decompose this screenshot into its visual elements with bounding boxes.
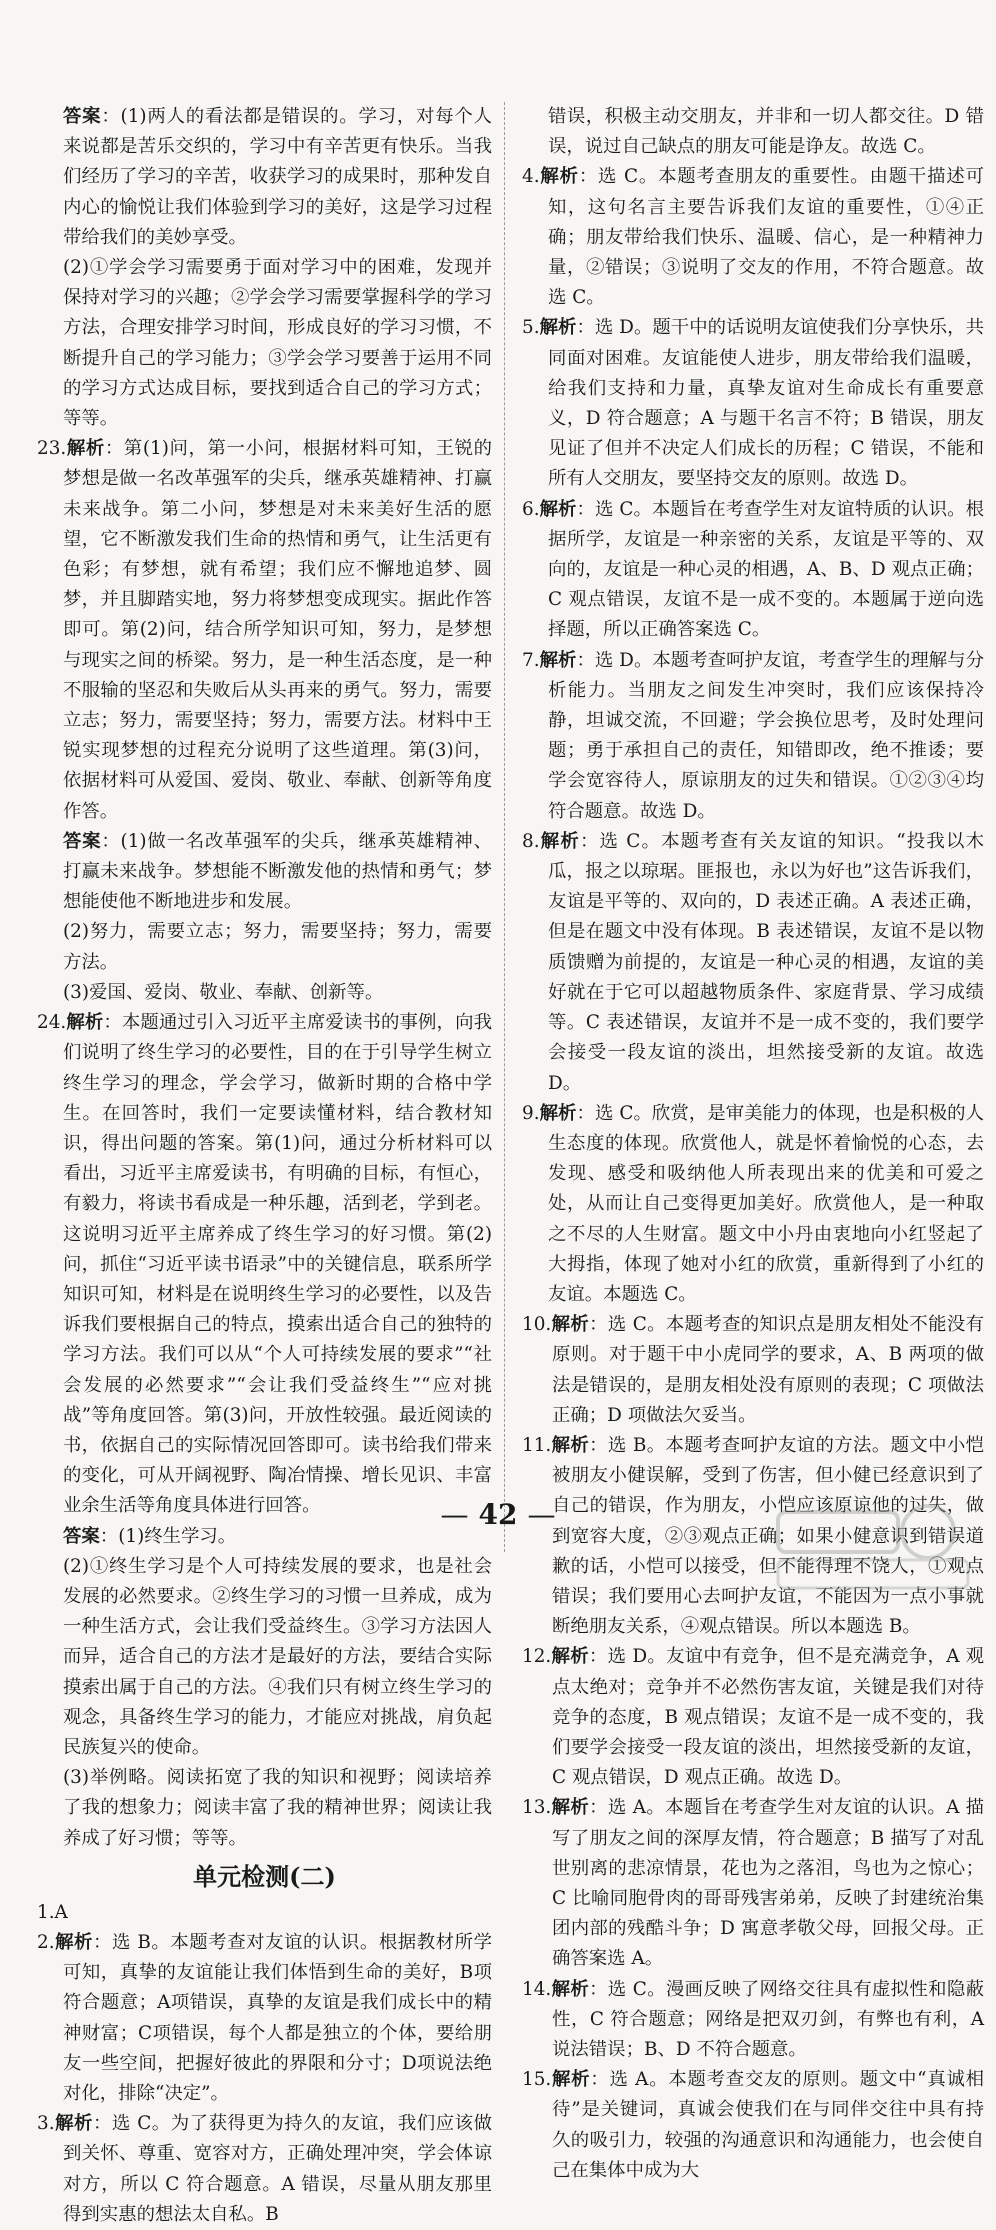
question-number: 8. [522,830,540,852]
analysis-text: 错误，积极主动交朋友，并非和一切人都交往。D 错误，说过自己缺点的朋友可能是诤友。故选 C。 [548,106,984,158]
analysis-label: 解析 [539,649,577,671]
answer-text: (2)努力，需要立志；努力，需要坚持；努力，需要方法。 [63,921,492,973]
page-number-value: 42 [478,1498,518,1531]
analysis-label: 解析 [551,1797,590,1819]
analysis-text: ：选 D。题干中的话说明友谊使我们分享快乐，共同面对困难。友谊能使人进步，朋友带给我们温暖，给我们支持和力量，真挚友谊对生命成长有重要意义，D 符合题意；A 与题干名言不符；B 错误，朋友见证了但并不决定人们成长的历程；C 错误，不能和所有人交朋友，要坚持交友的原则。故选 D。 [548,317,984,490]
analysis-label: 解析 [551,1646,589,1668]
q15 [522,2065,984,2186]
question-number: 3. [37,2113,55,2135]
q24-answer-2 [37,1552,492,1763]
right-column [522,102,984,2186]
q23-answer-1 [37,827,492,918]
question-number: 6. [522,498,540,520]
answer-text: A [54,1901,68,1923]
analysis-label: 解析 [54,1931,94,1953]
answer-text: (2)①终生学习是个人可持续发展的要求，也是社会发展的必然要求。②终生学习的习惯一旦养成，成为一种生活方式，会让我们受益终生。③学习方法因人而异，适合自己的方法才是最好的方法，要结合实际摸索出属于自己的方法。④我们只有树立终生学习的观念，具备终生学习的能力，才能应对挑战，肩负起民族复兴的使命。 [63,1555,492,1758]
left-column [37,102,492,2230]
question-number: 13. [522,1797,552,1819]
analysis-text: ：选 B。本题考查对友谊的认识。根据教材所学可知，真挚的友谊能让我们体悟到生命的美好，B项符合题意；A项错误，真挚的友谊是我们成长中的精神财富；C项错误，每个人都是独立的个体，要给朋友一些空间，把握好彼此的界限和分寸；D项说法绝对化，排除“决定”。 [63,1931,492,2104]
section-title: 单元检测(二) [193,1861,336,1891]
analysis-text: ：选 C。本题考查的知识点是朋友相处不能没有原则。对于题干中小虎同学的要求，A、B 两项的做法是错误的，是朋友相处没有原则的表现；C 项做法正确；D 项做法欠妥当。 [552,1314,984,1426]
analysis-label: 解析 [539,166,579,188]
answer-label: 答案 [63,830,102,852]
analysis-label: 解析 [66,438,105,460]
analysis-label: 解析 [551,1434,590,1456]
analysis-text: ：选 A。本题旨在考查学生对友谊的认识。A 描写了朋友之间的深厚友情，符合题意；B 描写了对乱世别离的悲凉情景，花也为之落泪，鸟也为之惊心；C 比喻同胞骨肉的哥哥残害弟弟，反映了封建统治集团内部的残酷斗争；D 寓意孝敬父母，回报父母。正确答案选 A。 [552,1797,984,1970]
question-number: 5. [522,317,540,339]
question-number: 14. [522,1978,552,2000]
q14 [522,1975,984,2066]
analysis-text: ：选 A。本题考查交友的原则。题文中“真诚相待”是关键词，真诚会使我们在与同伴交往中具有持久的吸引力，较强的沟通意识和沟通能力，也会使自己在集体中成为大 [552,2069,984,2181]
analysis-text: ：选 C。为了获得更为持久的友谊，我们应该做到关怀、尊重、宽容对方，正确处理冲突，学会体谅对方，所以 C 符合题意。A 错误，尽量从朋友那里得到实惠的想法太自私。B [63,2113,492,2225]
q24-answer-3 [37,1763,492,1854]
analysis-text: ：选 C。本题考查有关友谊的知识。“投我以木瓜，报之以琼琚。匪报也，永以为好也”这告诉我们，友谊是平等的、双向的，D 表述正确。A 表述正确，但是在题文中没有体现。B 表述错误，友谊不是以物质馈赠为前提的，友谊是一种心灵的相遇，友谊的美好就在于它可以超越物质条件、家庭背景、学习成绩等。C 表述错误，友谊并不是一成不变的，我们要学会接受一段友谊的淡出，坦然接受新的友谊。故选 D。 [548,830,984,1094]
analysis-text: ：选 D。友谊中有竞争，但不是充满竞争，A 观点太绝对；竞争并不必然伤害友谊，关键是我们对待竞争的态度，B 观点错误；友谊不是一成不变的，我们要学会接受一段友谊的淡出，坦然接受新的友谊，C 观点错误，D 观点正确。故选 D。 [552,1646,984,1789]
answer-text: (3)举例略。阅读拓宽了我的知识和视野；阅读培养了我的想象力；阅读丰富了我的精神世界；阅读让我养成了好习惯；等等。 [63,1767,492,1849]
analysis-text: ：本题通过引入习近平主席爱读书的事例，向我们说明了终生学习的必要性，目的在于引导学生树立终生学习的理念，学会学习，做新时期的合格中学生。在回答时，我们一定要读懂材料，结合教材知识，得出问题的答案。第(1)问，通过分析材料可以看出，习近平主席爱读书，有明确的目标，有恒心，有毅力，将读书看成是一种乐趣，活到老，学到老。这说明习近平主席养成了终生学习的好习惯。第(2)问，抓住“习近平读书语录”中的关键信息，联系所学知识可知，材料是在说明终生学习的必要性，以及告诉我们要根据自己的特点，摸索出适合自己的独特的学习方法。我们可以从“个人可持续发展的要求”“社会发展的必然要求”“会让我们受益终生”“应对挑战”等角度回答。第(3)问，开放性较强。最近阅读的书，依据自己的实际情况回答即可。读书给我们带来的变化，可从开阔视野、陶冶情操、增长见识、丰富业余生活等角度具体进行回答。 [63,1012,492,1517]
answer-text: (2)①学会学习需要勇于面对学习中的困难，发现并保持对学习的兴趣；②学会学习需要掌握科学的学习方法，合理安排学习时间，形成良好的学习习惯，不断提升自己的学习能力；③学会学习要善于运用不同的学习方式达成目标，要找到适合自己的学习方式；等等。 [63,257,492,430]
question-number: 7. [522,649,540,671]
question-number: 24. [37,1012,67,1034]
analysis-text: ：选 B。本题考查呵护友谊的方法。题文中小恺被朋友小健误解，受到了伤害，但小健已经意识到了自己的错误，作为朋友，小恺应该原谅他的过失，做到宽容大度，②③观点正确；如果小健意识到错误道歉的话，小恺可以接受，但不能得理不饶人，①观点错误；我们要用心去呵护友谊，不能因为一点小事就断绝朋友关系，④观点错误。所以本题选 B。 [552,1434,984,1638]
analysis-text: ：选 D。本题考查呵护友谊，考查学生的理解与分析能力。当朋友之间发生冲突时，我们应该保持冷静，坦诚交流，不回避；学会换位思考，及时处理问题；勇于承担自己的责任，知错即改，绝不推诿；要学会宽容待人，原谅朋友的过失和错误。①②③④均符合题意。故选 D。 [548,649,984,822]
answer-label: 答案 [63,1525,100,1547]
q3-continuation [522,102,984,162]
q6 [522,495,984,646]
answer-text: ：(1)终生学习。 [99,1525,237,1547]
analysis-label: 解析 [54,2113,93,2135]
analysis-label: 解析 [66,1012,104,1034]
column-divider [504,102,505,1552]
question-number: 15. [522,2069,552,2091]
analysis-label: 解析 [539,1102,577,1124]
answer-text: ：(1)两人的看法都是错误的。学习，对每个人来说都是苦乐交织的，学习中有辛苦更有快乐。当我们经历了学习的辛苦，收获学习的成果时，那种发自内心的愉悦让我们体验到学习的美好，这是学习过程带给我们的美妙享受。 [63,106,492,248]
page-dash-left: — [440,1498,469,1531]
question-number: 23. [37,438,67,460]
q1 [37,1898,492,1928]
analysis-label: 解析 [539,498,577,520]
analysis-label: 解析 [539,830,580,852]
q12 [522,1642,984,1793]
q7 [522,646,984,827]
q23-answer-2 [37,917,492,977]
answer-text: (3)爱国、爱岗、敬业、奉献、创新等。 [63,981,384,1003]
watermark-logo-icon [758,1500,978,1595]
q22-answer-2 [37,253,492,434]
q24-analysis [37,1008,492,1521]
q9 [522,1099,984,1310]
analysis-label: 解析 [551,2069,591,2091]
q2 [37,1928,492,2109]
answer-text: ：(1)做一名改革强军的尖兵，继承英雄精神、打赢未来战争。梦想能不断激发他的热情和勇气；梦想能使他不断地进步和发展。 [63,830,492,913]
answer-label: 答案 [63,106,102,127]
q22-answer-1 [37,102,492,253]
analysis-text: ：选 C。漫画反映了网络交往具有虚拟性和隐蔽性，C 符合题意；网络是把双刃剑，有弊也有利，A 说法错误；B、D 不符合题意。 [552,1978,984,2060]
q5 [522,313,984,494]
question-number: 10. [522,1314,552,1336]
question-number: 2. [37,1931,55,1953]
q23-answer-3 [37,978,492,1008]
analysis-text: ：选 C。本题旨在考查学生对友谊特质的认识。根据所学，友谊是一种亲密的关系，友谊是平等的、双向的，友谊是一种心灵的相遇，A、B、D 观点正确；C 观点错误，友谊不是一成不变的。本题属于逆向选择题，所以正确答案选 C。 [548,498,984,641]
q23-analysis [37,434,492,827]
question-number: 9. [522,1102,540,1124]
q4 [522,162,984,313]
analysis-label: 解析 [539,317,577,339]
analysis-label: 解析 [551,1314,590,1336]
q3 [37,2109,492,2230]
analysis-label: 解析 [551,1978,590,2000]
question-number: 12. [522,1646,552,1668]
q8 [522,827,984,1099]
q13 [522,1793,984,1974]
page-dash-right: — [527,1498,556,1531]
analysis-text: ：选 C。本题考查朋友的重要性。由题干描述可知，这句名言主要告诉我们友谊的重要性，①④正确；朋友带给我们快乐、温暖、信心，是一种精神力量，②错误；③说明了交友的作用，不符合题意。故选 C。 [548,166,984,309]
question-number: 4. [522,166,540,188]
analysis-text: ：选 C。欣赏，是审美能力的体现，也是积极的人生态度的体现。欣赏他人，就是怀着愉悦的心态，去发现、感受和吸纳他人所表现出来的优美和可爱之处，从而让自己变得更加美好。欣赏他人，是一种取之不尽的人生财富。题文中小丹由衷地向小红竖起了大拇指，体现了她对小红的欣赏，重新得到了小红的友谊。本题选 C。 [548,1102,984,1305]
q10 [522,1310,984,1431]
question-number: 11. [522,1434,552,1456]
question-number: 1. [37,1901,55,1923]
analysis-text: ：第(1)问，第一小问，根据材料可知，王锐的梦想是做一名改革强军的尖兵，继承英雄精神、打赢未来战争。第二小问，梦想是对未来美好生活的愿望，它不断激发我们生命的热情和勇气，让生活更有色彩；有梦想，就有希望；我们应不懈地追梦、圆梦，并且脚踏实地，努力将梦想变成现实。据此作答即可。第(2)问，结合所学知识可知，努力，是梦想与现实之间的桥梁。努力，是一种生活态度，是一种不服输的坚忍和失败后从头再来的勇气。努力，需要立志；努力，需要坚持；努力，需要方法。材料中王锐实现梦想的过程充分说明了这些道理。第(3)问，依据材料可从爱国、爱岗、敬业、奉献、创新等角度作答。 [63,438,492,822]
